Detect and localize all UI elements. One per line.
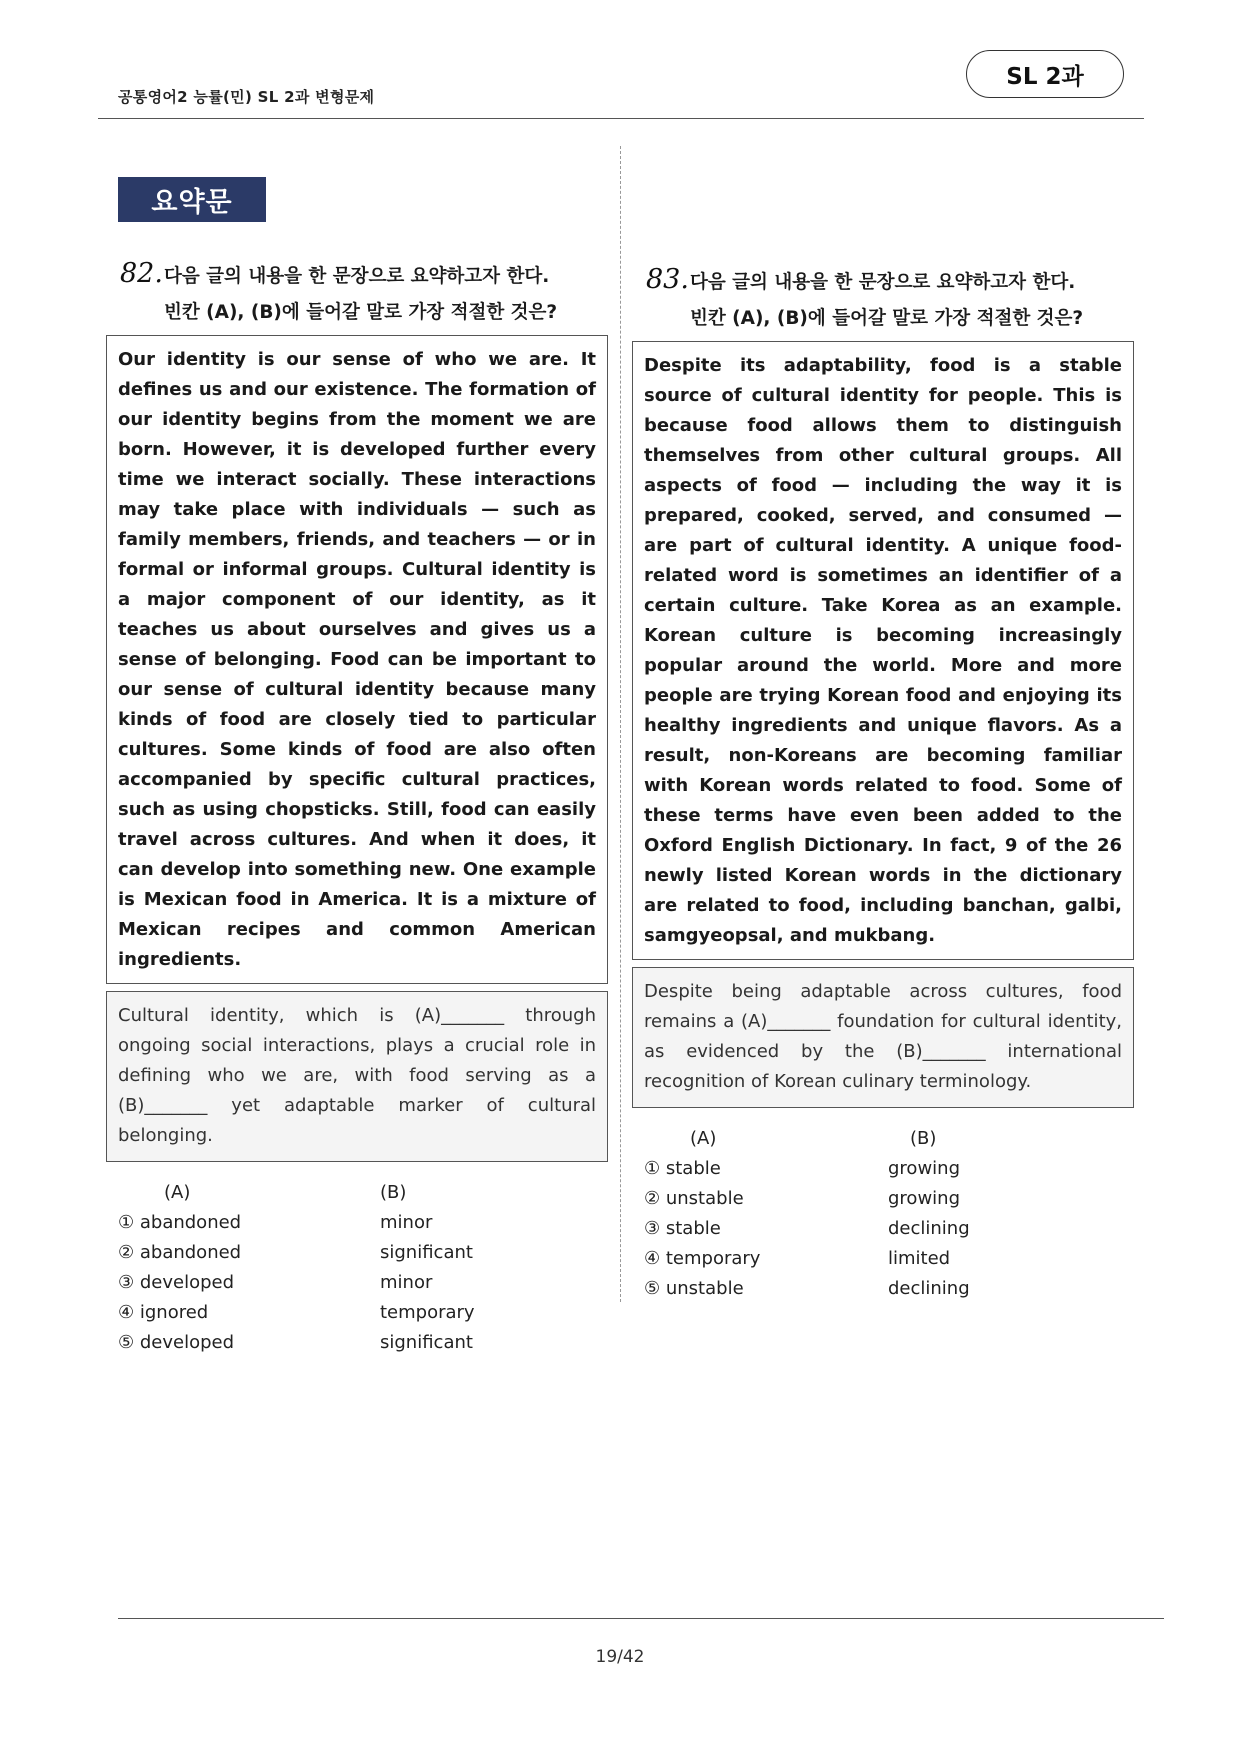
question-prompt-line2-wrap xyxy=(690,301,1134,337)
column-divider xyxy=(620,146,621,1302)
option-a-text: ④ ignored xyxy=(118,1302,209,1323)
options-header-b: (B) xyxy=(380,1182,407,1203)
options-header xyxy=(106,1178,608,1208)
question-header-line2 xyxy=(632,301,1134,337)
question-header-line2 xyxy=(106,295,608,331)
header-divider xyxy=(98,118,1144,119)
options-header-a: (A) xyxy=(164,1182,191,1203)
question-number: 82. xyxy=(120,258,163,289)
question-prompt-line1: 다음 글의 내용을 한 문장으로 요약하고자 한다. xyxy=(164,266,550,287)
footer-divider xyxy=(118,1618,1164,1619)
question-prompt-line2: 빈칸 (A), (B)에 들어갈 말로 가장 적절한 것은? xyxy=(690,308,1084,329)
answer-options xyxy=(632,1124,1134,1304)
options-header-a: (A) xyxy=(690,1128,717,1149)
option-b-text: declining xyxy=(888,1218,970,1239)
summary-box: Despite being adaptable across cultures, food remains a (A)_______ foundation for cultural identity, as evidenced by the (B)_______ international recognition of Korean culinary terminology. xyxy=(632,967,1134,1108)
page-number: 19/42 xyxy=(595,1647,645,1667)
option-a-text: ③ developed xyxy=(118,1272,235,1293)
option-b-text: limited xyxy=(888,1248,951,1269)
option-b-text: minor xyxy=(380,1212,433,1233)
question-prompt xyxy=(164,259,608,295)
option-a-text: ② unstable xyxy=(644,1188,744,1209)
option-b-text: significant xyxy=(380,1242,473,1263)
option-b-text: declining xyxy=(888,1278,970,1299)
option-a-text: ① stable xyxy=(644,1158,721,1179)
question-header xyxy=(632,264,1134,301)
option-4[interactable] xyxy=(632,1244,1134,1274)
lesson-badge: SL 2과 xyxy=(966,50,1124,98)
section-tag: 요약문 xyxy=(118,177,266,222)
answer-options xyxy=(106,1178,608,1358)
option-b-text: significant xyxy=(380,1332,473,1353)
option-5[interactable] xyxy=(632,1274,1134,1304)
question-prompt-line2: 빈칸 (A), (B)에 들어갈 말로 가장 적절한 것은? xyxy=(164,302,558,323)
option-3[interactable] xyxy=(632,1214,1134,1244)
option-2[interactable] xyxy=(106,1238,608,1268)
option-b-text: temporary xyxy=(380,1302,475,1323)
option-a-text: ① abandoned xyxy=(118,1212,242,1233)
option-1[interactable] xyxy=(106,1208,608,1238)
question-83 xyxy=(632,264,1134,1304)
option-a-text: ③ stable xyxy=(644,1218,721,1239)
option-5[interactable] xyxy=(106,1328,608,1358)
document-header-title: 공통영어2 능률(민) SL 2과 변형문제 xyxy=(118,88,375,106)
passage-box: Despite its adaptability, food is a stable source of cultural identity for people. This is because food allows them to distinguish themselves from other cultural groups. All aspects of food — including the way it is prepared, cooked, served, and consumed — are part of cultural identity. A unique food-related word is sometimes an identifier of a certain culture. Take Korea as an example. Korean culture is becoming increasingly popular around the world. More and more people are trying Korean food and enjoying its healthy ingredients and unique flavors. As a result, non-Koreans are becoming familiar with Korean words related to food. Some of these terms have even been added to the Oxford English Dictionary. In fact, 9 of the 26 newly listed Korean words in the dictionary are related to food, including banchan, galbi, samgyeopsal, and mukbang. xyxy=(632,341,1134,960)
options-header xyxy=(632,1124,1134,1154)
option-1[interactable] xyxy=(632,1154,1134,1184)
options-header-b: (B) xyxy=(910,1128,937,1149)
option-4[interactable] xyxy=(106,1298,608,1328)
summary-box: Cultural identity, which is (A)_______ through ongoing social interactions, plays a crucial role in defining who we are, with food serving as a (B)_______ yet adaptable marker of cultural belonging. xyxy=(106,991,608,1162)
option-b-text: minor xyxy=(380,1272,433,1293)
option-a-text: ④ temporary xyxy=(644,1248,761,1269)
option-2[interactable] xyxy=(632,1184,1134,1214)
question-82 xyxy=(106,258,608,1358)
option-a-text: ② abandoned xyxy=(118,1242,242,1263)
option-a-text: ⑤ unstable xyxy=(644,1278,744,1299)
passage-box: Our identity is our sense of who we are. It defines us and our existence. The formation of our identity begins from the moment we are born. However, it is developed further every time we interact socially. These interactions may take place with individuals — such as family members, friends, and teachers — or in formal or informal groups. Cultural identity is a major component of our identity, as it teaches us about ourselves and gives us a sense of belonging. Food can be important to our sense of cultural identity because many kinds of food are closely tied to particular cultures. Some kinds of food are also often accompanied by specific cultural practices, such as using chopsticks. Still, food can easily travel across cultures. And when it does, it can develop into something new. One example is Mexican food in America. It is a mixture of Mexican recipes and common American ingredients. xyxy=(106,335,608,984)
question-header xyxy=(106,258,608,295)
question-prompt-line2-wrap xyxy=(164,295,608,331)
option-3[interactable] xyxy=(106,1268,608,1298)
question-prompt xyxy=(690,265,1134,301)
option-b-text: growing xyxy=(888,1158,960,1179)
question-number: 83. xyxy=(646,264,689,295)
option-b-text: growing xyxy=(888,1188,960,1209)
question-prompt-line1: 다음 글의 내용을 한 문장으로 요약하고자 한다. xyxy=(690,272,1076,293)
option-a-text: ⑤ developed xyxy=(118,1332,235,1353)
